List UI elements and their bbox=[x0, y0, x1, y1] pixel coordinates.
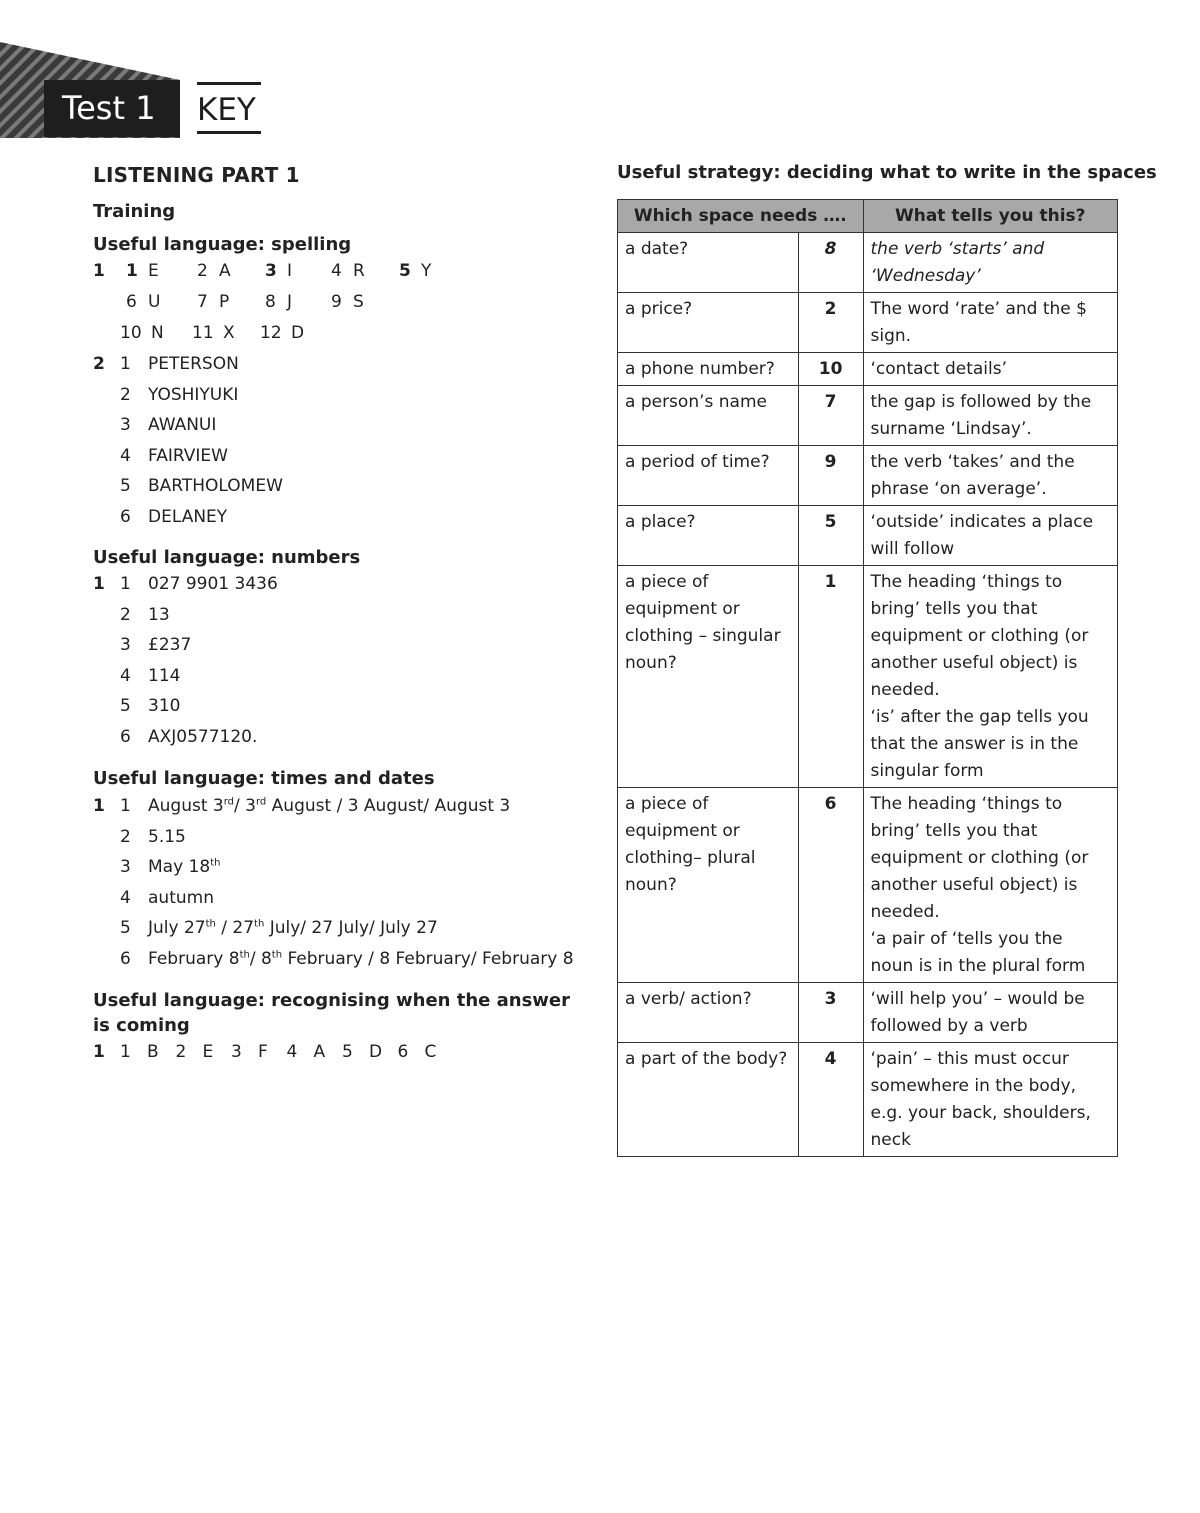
cell-space-type: a phone number? bbox=[618, 353, 799, 386]
reason-line: The heading ‘things to bring’ tells you that equipment or clothing (or another useful object) is needed. bbox=[870, 794, 1089, 922]
item-value: July 27th / 27th July/ 27 July/ July 27 bbox=[148, 918, 438, 939]
item-value: PETERSON bbox=[148, 354, 239, 374]
item-number: 4 bbox=[120, 887, 131, 908]
cell-space-type: a price? bbox=[618, 293, 799, 353]
item-number: 11 bbox=[192, 323, 214, 343]
question-number: 1 bbox=[93, 1042, 105, 1062]
cell-question-number: 4 bbox=[798, 1043, 863, 1157]
item-value: E bbox=[148, 261, 159, 281]
item-value: £237 bbox=[148, 635, 192, 656]
item-value: D bbox=[369, 1042, 383, 1062]
cell-reason bbox=[863, 233, 1117, 293]
cell-reason bbox=[863, 353, 1117, 386]
cell-question-number: 5 bbox=[798, 506, 863, 566]
cell-reason bbox=[863, 293, 1117, 353]
strategy-title: Useful strategy: deciding what to write in the spaces bbox=[617, 162, 1157, 183]
table-row bbox=[618, 293, 1118, 353]
item-value: DELANEY bbox=[148, 506, 228, 527]
item-value: AWANUI bbox=[148, 415, 217, 435]
spelling-row bbox=[93, 287, 573, 317]
answer-row bbox=[93, 600, 593, 630]
item-number: 2 bbox=[197, 261, 208, 281]
table-row bbox=[618, 506, 1118, 566]
reason-line: ‘outside’ indicates a place will follow bbox=[870, 512, 1094, 559]
table-row bbox=[618, 386, 1118, 446]
item-value: 5.15 bbox=[148, 826, 186, 847]
cell-reason bbox=[863, 1043, 1117, 1157]
item-value: N bbox=[151, 323, 164, 343]
item-value: D bbox=[291, 323, 305, 343]
item-number: 4 bbox=[120, 445, 131, 466]
answer-row bbox=[93, 569, 593, 599]
item-value: J bbox=[287, 292, 293, 312]
cell-reason bbox=[863, 386, 1117, 446]
item-number: 2 bbox=[120, 826, 131, 847]
key-label: KEY bbox=[197, 82, 261, 134]
answer-row bbox=[93, 944, 593, 974]
cell-question-number: 10 bbox=[798, 353, 863, 386]
item-number: 2 bbox=[120, 384, 131, 405]
item-number: 1 bbox=[120, 354, 131, 374]
item-value: 114 bbox=[148, 665, 181, 686]
cell-space-type: a piece of equipment or clothing – singular noun? bbox=[618, 566, 799, 788]
reason-line: ‘contact details’ bbox=[870, 359, 1007, 379]
item-number: 2 bbox=[120, 604, 131, 625]
item-number: 2 bbox=[175, 1042, 187, 1062]
item-number: 5 bbox=[399, 261, 411, 281]
table-header-row bbox=[618, 200, 1118, 233]
reason-line: The heading ‘things to bring’ tells you that equipment or clothing (or another useful object) is needed. bbox=[870, 572, 1089, 700]
cell-question-number: 7 bbox=[798, 386, 863, 446]
answer-row bbox=[93, 1037, 573, 1067]
item-value: F bbox=[258, 1042, 268, 1062]
header-which-space: Which space needs …. bbox=[618, 200, 864, 233]
table-row bbox=[618, 566, 1118, 788]
spelling-row bbox=[93, 318, 573, 348]
item-value: Y bbox=[421, 261, 432, 281]
cell-reason bbox=[863, 506, 1117, 566]
item-number: 1 bbox=[126, 261, 138, 281]
reason-line: ‘will help you’ – would be followed by a verb bbox=[870, 989, 1085, 1036]
recognising-heading-line2: is coming bbox=[93, 1015, 190, 1036]
spelling-heading: Useful language: spelling bbox=[93, 234, 352, 255]
answer-row bbox=[93, 883, 593, 913]
item-number: 6 bbox=[120, 727, 131, 747]
question-number: 2 bbox=[93, 354, 105, 374]
item-number: 5 bbox=[120, 918, 131, 939]
spelling-row bbox=[93, 410, 573, 440]
item-value: A bbox=[219, 261, 231, 281]
strategy-table bbox=[617, 199, 1118, 1157]
item-value: 310 bbox=[148, 696, 181, 717]
item-value: AXJ0577120. bbox=[148, 727, 258, 747]
cell-question-number: 3 bbox=[798, 983, 863, 1043]
spelling-row bbox=[93, 380, 573, 410]
table-row bbox=[618, 353, 1118, 386]
item-number: 5 bbox=[120, 476, 131, 496]
answer-row bbox=[93, 822, 593, 852]
item-number: 3 bbox=[231, 1042, 242, 1062]
cell-question-number: 8 bbox=[798, 233, 863, 293]
cell-space-type: a piece of equipment or clothing– plural noun? bbox=[618, 788, 799, 983]
question-number: 1 bbox=[93, 796, 105, 816]
cell-question-number: 2 bbox=[798, 293, 863, 353]
item-value: U bbox=[148, 292, 161, 312]
item-value: S bbox=[353, 292, 364, 312]
item-value: C bbox=[424, 1042, 437, 1062]
reason-line: the verb ‘starts’ and ‘Wednesday’ bbox=[870, 239, 1045, 286]
item-value: P bbox=[219, 292, 230, 312]
item-value: 027 9901 3436 bbox=[148, 574, 278, 594]
reason-line: The word ‘rate’ and the $ sign. bbox=[870, 299, 1087, 346]
item-number: 6 bbox=[397, 1042, 409, 1062]
item-value: B bbox=[147, 1042, 159, 1062]
table-row bbox=[618, 983, 1118, 1043]
item-number: 1 bbox=[120, 1042, 131, 1062]
item-value: R bbox=[353, 261, 365, 281]
cell-space-type: a place? bbox=[618, 506, 799, 566]
reason-line: ‘pain’ – this must occur somewhere in the body, e.g. your back, shoulders, neck bbox=[870, 1049, 1091, 1150]
cell-question-number: 6 bbox=[798, 788, 863, 983]
cell-question-number: 9 bbox=[798, 446, 863, 506]
header-what-tells: What tells you this? bbox=[863, 200, 1117, 233]
question-number: 1 bbox=[93, 261, 105, 281]
item-number: 12 bbox=[260, 323, 282, 343]
cell-question-number: 1 bbox=[798, 566, 863, 788]
table-row bbox=[618, 233, 1118, 293]
item-number: 8 bbox=[265, 292, 276, 312]
item-value: YOSHIYUKI bbox=[148, 384, 239, 405]
item-number: 3 bbox=[265, 261, 277, 281]
item-number: 9 bbox=[331, 292, 342, 312]
item-number: 5 bbox=[120, 696, 131, 717]
item-number: 1 bbox=[120, 796, 131, 816]
section-title: LISTENING PART 1 bbox=[93, 163, 300, 187]
item-value: autumn bbox=[148, 887, 214, 908]
spelling-row bbox=[93, 502, 573, 532]
reason-line: ‘is’ after the gap tells you that the answer is in the singular form bbox=[870, 707, 1089, 781]
cell-space-type: a verb/ action? bbox=[618, 983, 799, 1043]
answer-row bbox=[93, 691, 593, 721]
item-number: 3 bbox=[120, 635, 131, 656]
spelling-row bbox=[93, 256, 573, 286]
item-value: I bbox=[287, 261, 293, 281]
item-number: 7 bbox=[197, 292, 208, 312]
reason-line: the verb ‘takes’ and the phrase ‘on average’. bbox=[870, 452, 1075, 499]
answer-row bbox=[93, 722, 593, 752]
item-value: May 18th bbox=[148, 857, 221, 878]
spelling-row bbox=[93, 441, 573, 471]
cell-reason bbox=[863, 983, 1117, 1043]
question-number: 1 bbox=[93, 574, 105, 594]
answer-row bbox=[93, 630, 593, 660]
item-value: August 3rd/ 3rd August / 3 August/ August 3 bbox=[148, 796, 511, 816]
item-number: 1 bbox=[120, 574, 131, 594]
item-number: 6 bbox=[126, 292, 137, 312]
item-number: 6 bbox=[120, 949, 131, 969]
answer-row bbox=[93, 791, 593, 821]
times-heading: Useful language: times and dates bbox=[93, 768, 435, 789]
item-number: 3 bbox=[120, 857, 131, 878]
test-number-label: Test 1 bbox=[44, 80, 180, 137]
spelling-row bbox=[93, 349, 573, 379]
numbers-heading: Useful language: numbers bbox=[93, 547, 361, 568]
reason-line: the gap is followed by the surname ‘Lindsay’. bbox=[870, 392, 1092, 439]
item-value: BARTHOLOMEW bbox=[148, 476, 283, 496]
item-number: 10 bbox=[120, 323, 142, 343]
reason-line: ‘a pair of ‘tells you the noun is in the plural form bbox=[870, 929, 1086, 976]
table-row bbox=[618, 1043, 1118, 1157]
answer-row bbox=[93, 913, 593, 943]
item-value: E bbox=[202, 1042, 214, 1062]
item-value: 13 bbox=[148, 604, 170, 625]
answer-row bbox=[93, 852, 593, 882]
answer-row bbox=[93, 661, 593, 691]
item-value: X bbox=[223, 323, 235, 343]
table-row bbox=[618, 446, 1118, 506]
cell-reason bbox=[863, 566, 1117, 788]
cell-space-type: a date? bbox=[618, 233, 799, 293]
item-value: A bbox=[313, 1042, 326, 1062]
item-number: 5 bbox=[342, 1042, 353, 1062]
item-number: 3 bbox=[120, 415, 131, 435]
item-value: February 8th/ 8th February / 8 February/ February 8 bbox=[148, 949, 574, 969]
item-number: 4 bbox=[286, 1042, 298, 1062]
cell-reason bbox=[863, 446, 1117, 506]
item-number: 4 bbox=[331, 261, 342, 281]
spelling-row bbox=[93, 471, 573, 501]
item-number: 6 bbox=[120, 506, 131, 527]
cell-reason bbox=[863, 788, 1117, 983]
recognising-heading-line1: Useful language: recognising when the answer bbox=[93, 990, 571, 1011]
training-heading: Training bbox=[93, 201, 176, 222]
cell-space-type: a period of time? bbox=[618, 446, 799, 506]
table-row bbox=[618, 788, 1118, 983]
cell-space-type: a person’s name bbox=[618, 386, 799, 446]
item-number: 4 bbox=[120, 665, 131, 686]
item-value: FAIRVIEW bbox=[148, 445, 228, 466]
cell-space-type: a part of the body? bbox=[618, 1043, 799, 1157]
